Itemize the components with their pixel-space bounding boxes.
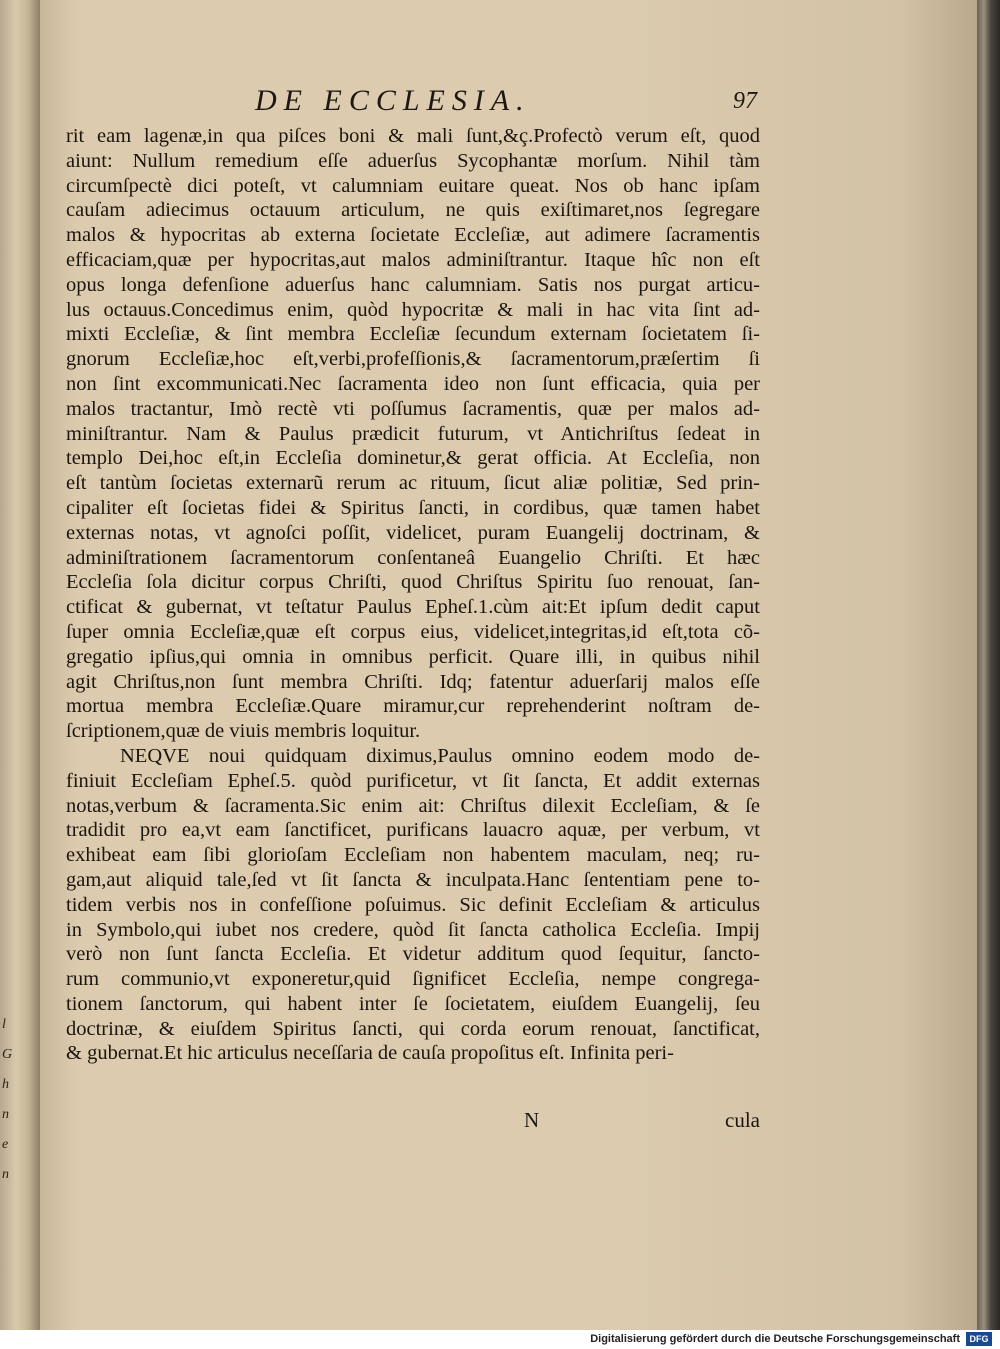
text-line: verò non ſunt ſancta Eccleſia. Et videtur additum quod ſequitur, ſancto- <box>66 943 760 966</box>
margin-annotations <box>2 1010 22 1190</box>
text-line: finiuit Eccleſiam Epheſ.5. quòd purificetur, vt ſit ſancta, Et addit externas <box>66 769 760 792</box>
text-line: NEQVE noui quidquam diximus,Paulus omnino eodem modo de- <box>120 744 760 767</box>
text-line: gnorum Eccleſiæ,hoc eſt,verbi,profeſſionis,& ſacramentorum,præſertim ſi <box>66 348 760 371</box>
text-line: & gubernat.Et hic articulus neceſſaria de cauſa propoſitus eſt. Infinita peri- <box>66 1042 674 1065</box>
text-line: malos tractantur, Imò rectè vti poſſumus ſacramentis, quæ per malos ad- <box>66 397 760 420</box>
text-line: tionem ſanctorum, qui habent inter ſe ſocietatem, eiuſdem Euangelij, ſeu <box>66 992 760 1015</box>
text-line: mixti Eccleſiæ, & ſint membra Eccleſiæ ſecundum externam ſocietatem ſi- <box>66 323 760 346</box>
dfg-logo: DFG <box>966 1332 992 1346</box>
page-edge <box>977 0 1000 1330</box>
margin-mark: n <box>2 1107 9 1122</box>
text-line: notas,verbum & ſacramenta.Sic enim ait: Chriſtus dilexit Eccleſiam, & ſe <box>66 794 760 817</box>
margin-mark: e <box>2 1137 9 1152</box>
text-line: templo Dei,hoc eſt,in Eccleſia dominetur,& gerat officia. At Eccleſia, non <box>66 447 760 470</box>
text-line: aiunt: Nullum remedium eſſe aduerſus Sycophantæ morſum. Nihil tàm <box>66 149 760 172</box>
text-line: malos & hypocritas ab externa ſocietate Eccleſiæ, aut adimere ſacramentis <box>66 224 760 247</box>
text-line: eſt tantùm ſocietas externarũ rerum ac rituum, ſicut aliæ politiæ, Sed prin- <box>66 472 760 495</box>
text-line: miniſtrantur. Nam & Paulus prædicit futurum, vt Antichriſtus ſedeat in <box>66 422 760 445</box>
text-line: exhibeat eam ſibi glorioſam Eccleſiam non habentem maculam, neq; ru- <box>66 844 760 867</box>
page-header <box>255 84 785 124</box>
text-line: circumſpectè dici poteſt, vt calumniam euitare queat. Nos ob hanc ipſam <box>66 174 760 197</box>
text-line: doctrinæ, & eiuſdem Spiritus ſancti, qui corda eorum renouat, ſanctificat, <box>66 1017 760 1040</box>
page-number: 97 <box>733 88 757 114</box>
text-line: lus octauus.Concedimus enim, quòd hypocritæ & mali in hac vita ſint ad- <box>66 298 760 321</box>
text-line: mortua membra Eccleſiæ.Quare miramur,cur reprehenderint noſtram de- <box>66 695 760 718</box>
margin-mark: l <box>2 1017 6 1032</box>
text-line: gam,aut aliquid tale,ſed vt ſit ſancta & inculpata.Hanc ſententiam pene to- <box>66 868 760 891</box>
text-line: externas notas, vt agnoſci poſſit, videlicet, puram Euangelij doctrinam, & <box>66 521 760 544</box>
footer-credit: Digitalisierung gefördert durch die Deutsche Forschungsgemeinschaft <box>590 1333 960 1345</box>
margin-mark: G <box>2 1047 13 1062</box>
text-line: tidem verbis nos in confeſſione poſuimus. Sic definit Eccleſiam & articulus <box>66 893 760 916</box>
text-line: tradidit pro ea,vt eam ſanctificet, purificans lauacro aquæ, per verbum, vt <box>66 819 760 842</box>
text-line: cipaliter eſt ſocietas fidei & Spiritus ſancti, in cordibus, quæ tamen habet <box>66 496 760 519</box>
text-line: rum communio,vt exponeretur,quid ſignificet Eccleſia, nempe congrega- <box>66 968 760 991</box>
body-text <box>66 124 760 1066</box>
margin-mark: n <box>2 1167 9 1182</box>
text-line: Eccleſia ſola dicitur corpus Chriſti, quod Chriſtus Spiritu ſuo renouat, ſan- <box>66 571 760 594</box>
text-line: ſcriptionem,quæ de viuis membris loquitur. <box>66 720 421 743</box>
text-line: non ſint excommunicati.Nec ſacramenta ideo non ſunt efficacia, quia per <box>66 372 760 395</box>
text-line: ctificat & gubernat, vt teſtatur Paulus Epheſ.1.cùm ait:Et ipſum dedit caput <box>66 596 760 619</box>
catchword: cula <box>725 1108 760 1132</box>
page-footer-marks <box>66 1108 760 1136</box>
running-title: DE ECCLESIA. <box>255 84 531 117</box>
margin-mark: h <box>2 1077 9 1092</box>
text-line: cauſam adiecimus octauum articulum, ne quis exiſtimaret,nos ſegregare <box>66 199 760 222</box>
text-line: opus longa defenſione aduerſus hanc calumniam. Satis nos purgat articu- <box>66 273 760 296</box>
text-line: in Symbolo,qui iubet nos credere, quòd ſit ſancta catholica Eccleſia. Impij <box>66 918 760 941</box>
text-line: efficaciam,quæ per hypocritas,aut malos adminiſtrantur. Itaque hîc non eſt <box>66 248 760 271</box>
text-line: rit eam lagenæ,in qua piſces boni & mali ſunt,&ç.Profectò verum eſt, quod <box>66 125 760 147</box>
text-line: agit Chriſtus,non ſunt membra Chriſti. Idq; fatentur aduerſarij malos eſſe <box>66 670 760 693</box>
signature-mark: N <box>524 1108 540 1132</box>
text-line: adminiſtrationem ſacramentorum conſentaneâ Euangelio Chriſti. Et hæc <box>66 546 760 569</box>
text-line: ſuper omnia Eccleſiæ,quæ eſt corpus eius, videlicet,integritas,id eſt,tota cõ- <box>66 620 760 643</box>
text-line: gregatio ipſius,qui omnia in omnibus perficit. Quare illi, in quibus nihil <box>66 645 760 668</box>
